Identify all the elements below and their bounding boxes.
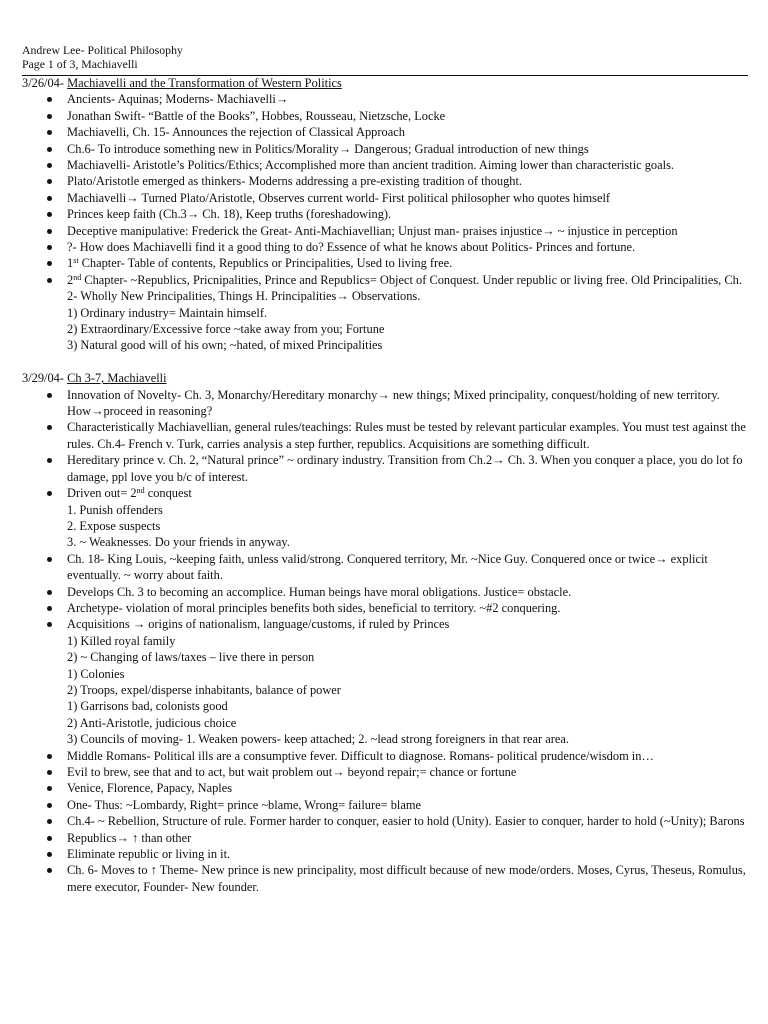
item-text: 2. Expose suspects xyxy=(67,518,161,533)
ordinal-superscript: st xyxy=(73,256,79,266)
sub-item xyxy=(22,337,750,353)
bullet-item xyxy=(22,223,750,239)
sub-item xyxy=(22,518,750,534)
header-author-course: Andrew Lee- Political Philosophy xyxy=(22,43,183,57)
sub-item xyxy=(22,682,750,698)
bullet-item xyxy=(22,255,750,271)
bullet-item xyxy=(22,616,750,632)
ordinal-superscript: nd xyxy=(73,272,82,282)
item-text: Archetype- violation of moral principles benefits both sides, beneficial to territory. ~#2 conquering. xyxy=(67,600,561,615)
bullet-item xyxy=(22,387,750,420)
item-text: Develops Ch. 3 to becoming an accomplice. Human beings have moral obligations. Justice= obstacle. xyxy=(67,584,572,599)
item-text: 2) Troops, expel/disperse inhabitants, balance of power xyxy=(67,682,341,697)
bullet-item xyxy=(22,600,750,616)
bullet-item xyxy=(22,551,750,584)
bullet-item xyxy=(22,862,750,895)
sub-item xyxy=(22,633,750,649)
item-prefix: 1 xyxy=(67,256,74,271)
item-text: Venice, Florence, Papacy, Naples xyxy=(67,781,233,796)
item-text: 2) ~ Changing of laws/taxes – live there in person xyxy=(67,650,315,665)
item-text: 1) Garrisons bad, colonists good xyxy=(67,699,228,714)
ordinal-superscript: nd xyxy=(136,486,145,496)
item-text: Ch. 6- Moves to ↑ Theme- New prince is new principality, most difficult because of new mode/orders. Moses, Cyrus, Theseus, Romulus, mere executor, Founder- New founder. xyxy=(67,863,746,894)
bullet-item xyxy=(22,748,750,764)
sub-item xyxy=(22,666,750,682)
bullet-item xyxy=(22,846,750,862)
section-heading xyxy=(22,75,750,91)
section-heading xyxy=(22,370,750,386)
item-text: Plato/Aristotle emerged as thinkers- Moderns addressing a pre-existing tradition of thought. xyxy=(67,174,523,189)
section-date: 3/29/04- xyxy=(22,371,68,386)
item-text: Chapter- ~Republics, Pricnipalities, Prince and Republics= Object of Conquest. Under republic or living free. Old Principalities, Ch. 2- Wholly New Principalities, Things H. Principalities→ Observations. xyxy=(67,272,742,304)
item-text: Jonathan Swift- “Battle of the Books”, Hobbes, Rousseau, Nietzsche, Locke xyxy=(67,108,446,123)
item-text: Machiavelli→ Turned Plato/Aristotle, Observes current world- First political philosopher who quotes himself xyxy=(67,190,611,205)
header-page-info: Page 1 of 3, Machiavelli xyxy=(22,56,138,71)
bullet-item xyxy=(22,239,750,255)
item-text: Evil to brew, see that and to act, but wait problem out→ beyond repair;= chance or fortune xyxy=(67,765,517,780)
sub-item xyxy=(22,715,750,731)
bullet-item xyxy=(22,813,750,829)
item-text: 2) Anti-Aristotle, judicious choice xyxy=(67,715,237,730)
item-text: Acquisitions → origins of nationalism, language/customs, if ruled by Princes xyxy=(67,617,450,632)
bullet-item xyxy=(22,108,750,124)
item-text: Princes keep faith (Ch.3→ Ch. 18), Keep truths (foreshadowing). xyxy=(67,207,392,222)
bullet-item xyxy=(22,190,750,206)
item-text: Ch.6- To introduce something new in Politics/Morality→ Dangerous; Gradual introduction of new things xyxy=(67,141,589,156)
bullet-list xyxy=(22,91,750,354)
item-text: Ancients- Aquinas; Moderns- Machiavelli→ xyxy=(67,92,289,107)
bullet-item xyxy=(22,206,750,222)
item-text: Eliminate republic or living in it. xyxy=(67,847,231,862)
section-title: Machiavelli and the Transformation of Western Politics xyxy=(67,76,342,90)
item-text: Chapter- Table of contents, Republics or Principalities, Used to living free. xyxy=(78,256,453,271)
bullet-item xyxy=(22,764,750,780)
bullet-item xyxy=(22,485,750,501)
sub-item xyxy=(22,649,750,665)
item-text: Machiavelli, Ch. 15- Announces the rejection of Classical Approach xyxy=(67,125,405,140)
item-text: 3) Natural good will of his own; ~hated, of mixed Principalities xyxy=(67,338,383,353)
bullet-list xyxy=(22,387,750,896)
item-text: 1) Ordinary industry= Maintain himself. xyxy=(67,305,268,320)
bullet-item xyxy=(22,141,750,157)
sub-item xyxy=(22,698,750,714)
item-text: Characteristically Machiavellian, general rules/teachings: Rules must be tested by relevant particular examples. You must test against the rules. Ch.4- French v. Turk, carries analysis a step further, republics. Acquisitions are something difficult. xyxy=(67,420,746,451)
bullet-item xyxy=(22,830,750,846)
page-header xyxy=(22,44,183,71)
bullet-item xyxy=(22,91,750,107)
item-text: Middle Romans- Political ills are a consumptive fever. Difficult to diagnose. Romans- political prudence/wisdom in… xyxy=(67,748,654,763)
bullet-item xyxy=(22,452,750,485)
bullet-item xyxy=(22,173,750,189)
bullet-item xyxy=(22,797,750,813)
section-title: Ch 3-7, Machiavelli xyxy=(67,371,167,386)
bullet-item xyxy=(22,272,750,305)
item-text: One- Thus: ~Lombardy, Right= prince ~blame, Wrong= failure= blame xyxy=(67,797,421,812)
notes-body xyxy=(22,75,750,895)
item-text: ?- How does Machiavelli find it a good thing to do? Essence of what he knows about Politics- Princes and fortune. xyxy=(67,240,636,255)
bullet-item xyxy=(22,419,750,452)
bullet-item xyxy=(22,124,750,140)
item-prefix: Driven out= 2 xyxy=(67,486,137,501)
section-date: 3/26/04- xyxy=(22,76,68,90)
item-text: 1) Colonies xyxy=(67,666,125,681)
item-text: Hereditary prince v. Ch. 2, “Natural prince” ~ ordinary industry. Transition from Ch.2→ Ch. 3. When you conquer a place, you do lot fo damage, ppl love you b/c of interest. xyxy=(67,453,743,484)
item-prefix: 2 xyxy=(67,272,74,287)
item-text: Ch. 18- King Louis, ~keeping faith, unless valid/strong. Conquered territory, Mr. ~Nice Guy. Conquered once or twice→ explicit eventually. ~ worry about faith. xyxy=(67,551,708,583)
item-text: 1. Punish offenders xyxy=(67,502,163,517)
item-text: conquest xyxy=(144,486,192,501)
bullet-item xyxy=(22,780,750,796)
bullet-item xyxy=(22,584,750,600)
item-text: Machiavelli- Aristotle’s Politics/Ethics; Accomplished more than ancient tradition. Aiming lower than characteristic goals. xyxy=(67,158,674,173)
item-text: 3. ~ Weaknesses. Do your friends in anyway. xyxy=(67,535,290,550)
item-text: Ch.4- ~ Rebellion, Structure of rule. Former harder to conquer, easier to hold (Unity). Easier to conquer, harder to hold (~Unity); Barons xyxy=(67,814,745,829)
section-gap xyxy=(22,354,750,370)
sub-item xyxy=(22,502,750,518)
bullet-item xyxy=(22,157,750,173)
sub-item xyxy=(22,305,750,321)
item-text: Innovation of Novelty- Ch. 3, Monarchy/Hereditary monarchy→ new things; Mixed principality, conquest/holding of new territory. How→proceed in reasoning? xyxy=(67,387,720,419)
sub-item xyxy=(22,534,750,550)
sub-item xyxy=(22,731,750,747)
item-text: 1) Killed royal family xyxy=(67,633,176,648)
sub-item xyxy=(22,321,750,337)
item-text: 3) Councils of moving- 1. Weaken powers- keep attached; 2. ~lead strong foreigners in that rear area. xyxy=(67,732,569,747)
item-text: Deceptive manipulative: Frederick the Great- Anti-Machiavellian; Unjust man- praises injustice→ ~ injustice in perception xyxy=(67,223,678,238)
item-text: 2) Extraordinary/Excessive force ~take away from you; Fortune xyxy=(67,322,385,337)
item-text: Republics→ ↑ than other xyxy=(67,830,192,845)
